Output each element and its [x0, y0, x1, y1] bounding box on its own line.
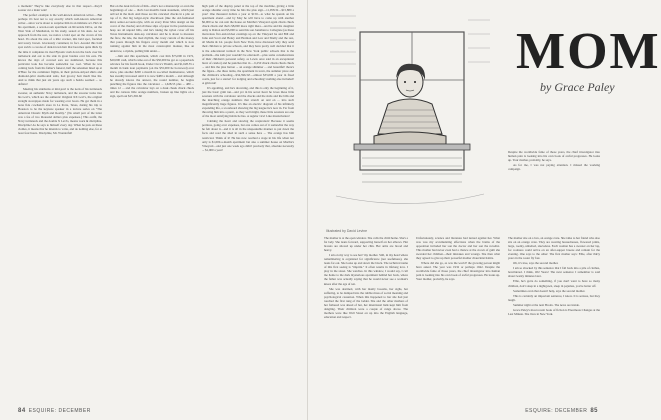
story-title: MOM — [516, 23, 661, 80]
paragraph: It's appalling, and he's drowning, and this is only the beginning of it, just the basic grim nut—and yet in his secret heart he loves these little sessions with the calculator and the checks and the slabs and the bills and the marching orange numbers that stretch on and on ... into such magnificently huge figures. It's like an electric diagram of his infinitely expanding life, a scoreboard showing the big league he's now in. Far from throwing him into a panic, as they well might, these little sessions are one of the most satisfying habits he has. A regular vice! Like masturbation! — [202, 85, 294, 119]
paragraph: Calming the heart and slowing the respiration! Because it seems perilous, going over expenses, but one comes out of it somewhat the way he felt about it—and it is all in the unspeakable manner to put down the facts and read the shed in such a sense here ... The orange has him restricted. Think of it! He has now reached a stage in his life when not only is $1,000-a-month apartment but also a summer house on Martha's Vineyard—and just one week ago didn't precisely that, absolute necessity ... $1,900 a year! — [202, 119, 294, 152]
left-folio — [18, 408, 91, 414]
paragraph: Sometimes even that doesn't help, says the second mother. — [513, 288, 586, 293]
byline: by Grace Paley — [540, 80, 615, 94]
magazine-line: ESQUIRE: DECEMBER — [525, 408, 588, 414]
magazine-line: ESQUIRE: DECEMBER — [28, 408, 91, 414]
paragraph: The mother is at the open window. She calls the child home. She's a fat lady. She leans forward, supporting herself on her elbows. Her breasts are shoved up under her chin. Her arms are broad and heavy. — [324, 236, 408, 253]
left-page — [0, 0, 308, 420]
right-column-1 — [324, 236, 408, 382]
paragraph: high path of the display panel at the top of the machine, giving a little orange shudder every time he hits the plus sign—11,958.32—$15,889 a year! One thousand dollars a year at $150—to what he spends on his apartment alone!—and by May he will have to come up with another $6,000 so he can rent the house on Martha's Vineyard again chuck chuck chuck chuck and that's $8,000 more right there—and he and his daughter Amy is Dalton and $5,000 to send his son Jonathan to Collegiate (as these marvelous five-and-tricket evenings up on the Vineyard he and Bill and Julie and Scott and Henry and Herman and Lew and Shelly and the rest, all Media & Lit. people from New York, have discussed why they send their children to private schools, and they have pretty well decided that it is the educational turmoil in the New York public schools that is the problem—the kids just wouldn't be educated!—plus some considerations of their children's personal safety, as Lewis once said in an exceptional burst of candor) and he punches that in ... 6,250 chuck chuck chuck chuck ... and hits the plus button ... an orange shimmer ... and beautiful! there's the figure—the three items, the apartment in town, the summer place and the children's schooling—$34,396.32!—almost $35,000 a year in fixed costls, just for a starter! for lodging and schooling! nothing else included! A grim nut! — [202, 4, 294, 85]
paragraph: The mother site on a box, an orange crate. She talks to her friend who also sits on an orange crate. They are wearing housedresses, flowered prints, large, roomy, unbelted, sleeveless. Each woman has a sweater on her lap, for coolness could arrive on an after-supper breeze and remain for the evening. One says to the other: The first mother says: Ellie, after thirty years in the roster fly fast. — [508, 236, 601, 261]
paragraph: a moment? They're like everybody else in that respect—they'd sooner cut a main vein! — [18, 4, 102, 13]
paragraph: Ellie, he's gotta do something, if you don't want to have so many children, don't sleep in a nightgown, sleep in pajamas, you're better off. — [508, 279, 600, 288]
left-column-1 — [18, 4, 102, 390]
right-intro-column — [508, 150, 600, 234]
paragraph: Where did she go, as was the world? the growing person might have asked. The year was 1932 or perhaps 1942. Despite the worldwide fame of those years, the chief investigator into human pain is looking into his own book of awful progresses. He looks up. Your mother, probably, he says. — [416, 261, 500, 282]
author-note: Grace Paley's most recent book of fiction is Enormous Changes at the Last Minute. She lives in New York. — [508, 307, 600, 316]
paragraph: Oh, it's true, says the second mother. — [513, 261, 559, 266]
paragraph: As for me, I was not paying attention. I missed the working campaign. — [508, 163, 600, 172]
paragraph: This is certainly an important sentence, I know. It is serious, but they laugh. — [508, 293, 600, 302]
illustration-credit: Illustrated by David Levine — [326, 229, 368, 233]
paragraph: Despite the worldwide fame of those years, the chief investigator into human pain is looking into his own book of awful progresses. He looks up. Your mother, probably, he says. — [508, 150, 600, 163]
page-number: 85 — [590, 408, 598, 414]
paragraph: Summer night at the next Bronx. The news are inside. — [513, 302, 580, 307]
right-column-3 — [508, 236, 600, 382]
paragraph: The perfect example is the well-known American writer.... But perhaps it's best not to say exactly which well-known American writer—since we're about to surprise him in an intimate act. He's in his apartment, a seven-room apartment on Riverside Drive, on the West Side of Manhattan, in his study, seated at his desk. As we approach from the rear, we notice a bald spot on the crown of his head. It's about the size of a Ritz cracker, this bald spot, freckled and toasty brown. Gloriously contained, in fact. Around this bald spot swirls a corona of dark-brown hair that becomes quite thick by the time it completes its mad Byronic rush down the back over his turtleneck and out to the side in great bustles over his ears. He knows the days of covered ears are numbered, because this particular look has become somewhat too cool. When he was coming back from his father's funeral, half the salesmen lined up at O'Hare for the commuter flights, in their picture-striped shirts and diamond-print double-knit suits, had groovy hair much like his. And to think that just six years ago such a hairdo seemed ... so defiant! — [18, 13, 102, 86]
right-folio — [525, 408, 598, 414]
paragraph: I am on my way to see her? my mother. Still, in my head where remembering is organized for significance (not usefulness), she leans far out. She looks up and down the block. The technical name of this first seeing is "imprint." It often results in lifelong love. I play in the street. She watches. In this window, I would say, I call me home to the dark mysterious apartment behind her back, where the father was actually saying that he would never see a woman's knees after the age of ten. — [324, 253, 408, 286]
mother-at-window-illustration — [326, 6, 494, 228]
right-column-2 — [416, 236, 500, 382]
page-number: 84 — [18, 408, 26, 414]
paragraph: But on the desk in front of him—that's not a manuscript or even the beginnings of one ... that's last month's bank statement, which just arrived in the mail. And those are his canceled checks in a pile on top of it, that big ledger-style checkbook (like the old-fashioned kind, senior-account-style, with on every Peter Max design on the cover of the checks) and all these slips of paper in the promiscuous heap are all unpaid bills, and he's taking the nylon cover off his Texas Instruments desk-top calculator and he is about to measure the flow, the tide, the mad rhythm, the crazy current of the money that pours through his fingers every month and which is now running against him in the most catastrophic manner, like an undertow, a riptide, pulling him under— — [110, 4, 194, 53]
paragraph: I am so shocked by this sentence that I fall back into a pile of clothes, bewildered. I think, Oh! Years! The next sentence I remember is said about twenty minutes later. — [508, 266, 600, 279]
left-column-3 — [202, 4, 294, 390]
right-page — [308, 0, 661, 420]
paragraph: Unfortunately, science and literature had turned against her. What was was my accumulating affections when the brains of the opposition included her son the doctor and her son the novelist. This mother had never even had a chance at the crown of guilt she awarded her children—their mistakes and wrongs. She then what they agreed to give up their powerful mother chauvinist habits. — [416, 236, 500, 261]
paragraph: —him and this apartment, which cost him $75,000 in 1972, $20,000 cash, which came out of the $50,000 he got as a paperback advance for his fourth book, Under Circe's Thumb, and $1,628.55 a month in bank loan payments (on the $55,000 he borrowed) ever since, plus another $200 a month in so-called maintenance, which has steadily increased until it is now $480 a month ... and although he already knows the answer, the round number, he begins punching the figures into the calculator ... 1,628.55 plus ... 480 ... times 12 ... and the calculator lays on a dusk cheek chuck chuck and the curious little orange numbers, broken up like lights on a sign, spell out $25,302.60 — [110, 53, 194, 99]
paragraph: Meeting his sideburns at mid-jowl is the neck of his turtleneck sweater, an authentic Navy turtleneck, and the sweater tucks into his Levi's, which are the authentic Original XX Levi's, the original straight stovepipes made for wearing over boots. He got them in a bona fide cowhand's store in La Porte, Texas, during his trip to Houston to be the keynote speaker in a lecture series on "The American Dream: Myth and Reality." (No small part of the latter was a fee of two thousand dollars plus expenses.) This outfit, the Navy turtleneck and the double X Levi's, means work & discipline. Discipline! As he says to himself every day. When he puts on these clothes, it means that he intends to write, and do nothing else, for at least four hours. Discipline, Mr. Wonderful! — [18, 86, 102, 136]
paragraph: She was destined, with her manly bosoms, her sighs, her suffering, to be dumped into the rubble mass of social meaning and psychological causation. When this happened to her she had just touched the first rung of the ladder. She and the other mothers of her fathered was ahead of her, her intentional bulk kept him from dangling. Their children were a couple of rungs above. The mothers were like Wall Street on up into the English language, education and respect. — [324, 286, 408, 319]
left-column-2 — [110, 4, 194, 390]
